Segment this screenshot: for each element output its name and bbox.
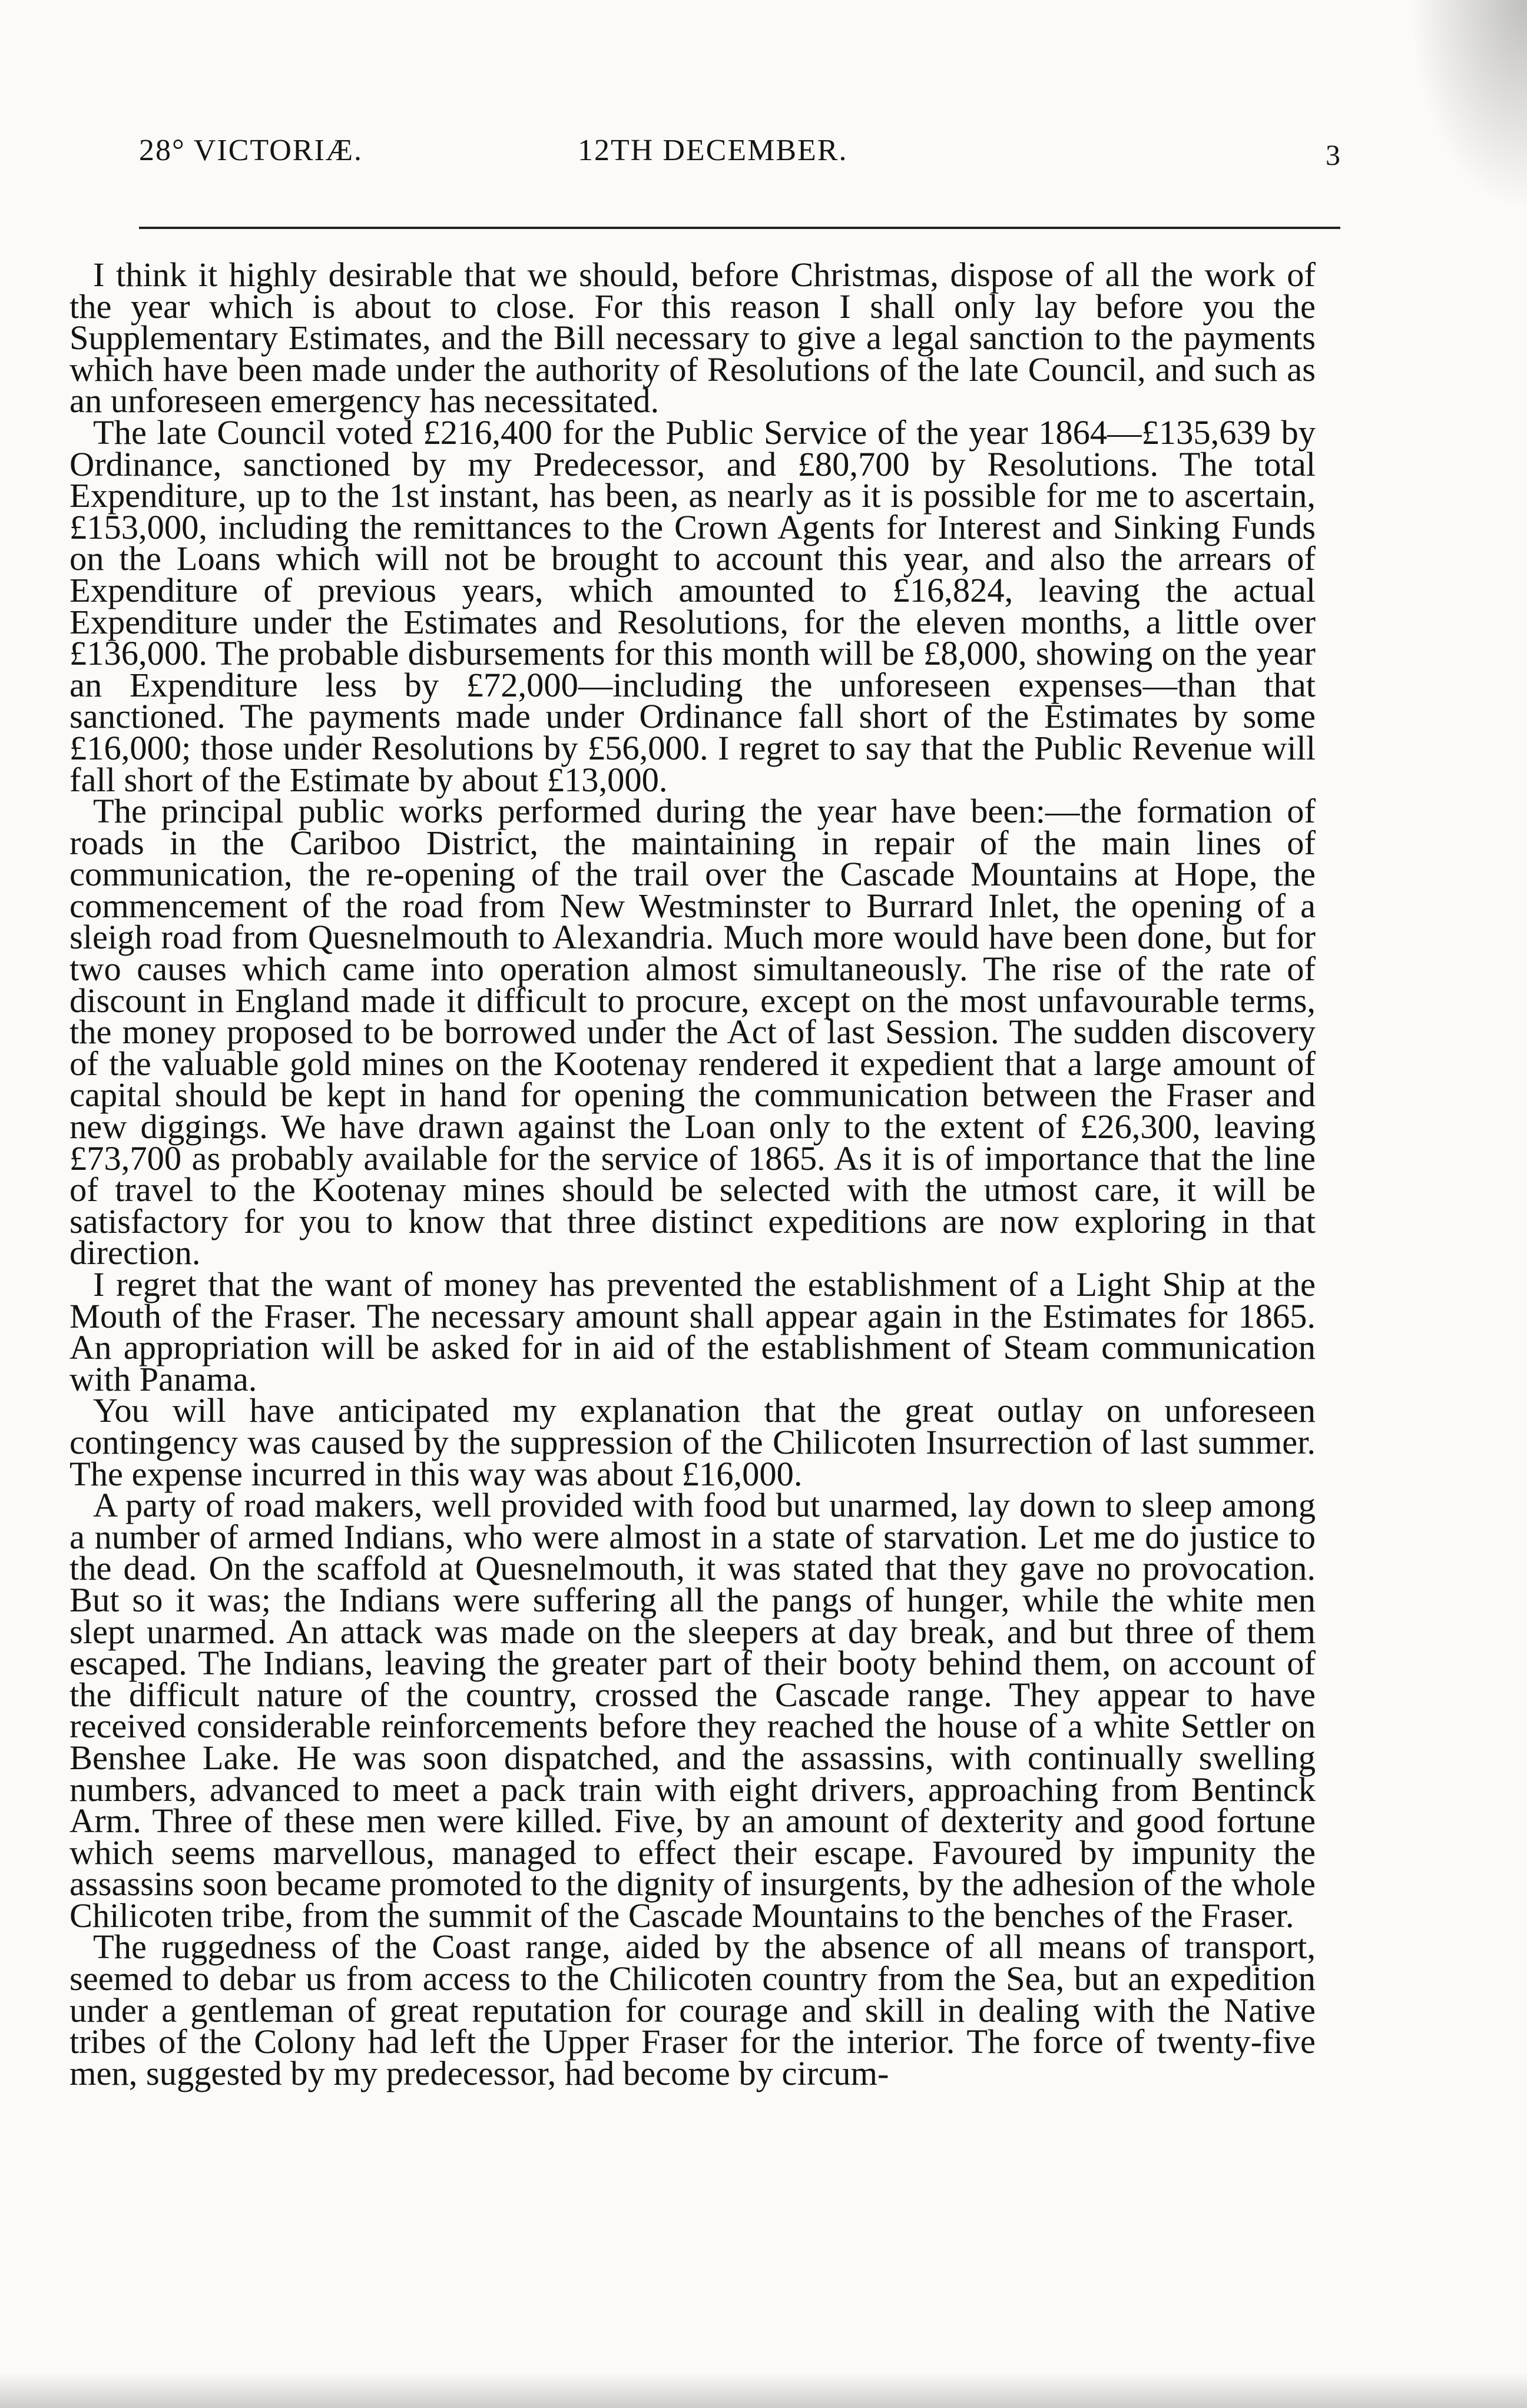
scan-noise-bottom	[0, 2373, 1527, 2408]
header-rule	[139, 227, 1340, 229]
paragraph-2: The late Council voted £216,400 for the Public Service of the year 1864—£135,639 by Ordinance, sanctioned by my Predecessor, and £80,700 by Resolutions. The total Expenditure, up to the 1st instant, has been, as nearly as it is possible for me to ascertain, £153,000, including the remittances to the Crown Agents for Interest and Sinking Funds on the Loans which will not be brought to account this year, and also the arrears of Expenditure of previous years, which amounted to £16,824, leaving the actual Expenditure under the Estimates and Resolutions, for the eleven months, a little over £136,000. The probable disbursements for this month will be £8,000, showing on the year an Expenditure less by £72,000—including the unforeseen expenses—than that sanctioned. The payments made under Ordinance fall short of the Estimates by some £16,000; those under Resolutions by £56,000. I regret to say that the Public Revenue will fall short of the Estimate by about £13,000.	[69, 413, 1316, 799]
paragraph-4: I regret that the want of money has prevented the establishment of a Light Ship at the Mouth of the Fraser. The necessary amount shall appear again in the Estimates for 1865. An appropriation will be asked for in aid of the establishment of Steam communication with Panama.	[69, 1265, 1316, 1398]
paragraph-1: I think it highly desirable that we should, before Christmas, dispose of all the work of the year which is about to close. For this reason I shall only lay before you the Supplementary Estimates, and the Bill necessary to give a legal sanction to the payments which have been made under the authority of Resolutions of the late Council, and such as an unforeseen emergency has necessitated.	[69, 256, 1316, 420]
header-title: 28° VICTORIÆ.	[139, 134, 363, 167]
page-header	[139, 133, 1340, 180]
header-date: 12TH DECEMBER.	[578, 134, 848, 167]
body-text	[69, 256, 1316, 2092]
paragraph-3: The principal public works performed during the year have been:—the formation of roads in the Cariboo District, the maintaining in repair of the main lines of communication, the re-opening of the trail over the Cascade Mountains at Hope, the commencement of the road from New Westminster to Burrard Inlet, the opening of a sleigh road from Quesnelmouth to Alexandria. Much more would have been done, but for two causes which came into operation almost simultaneously. The rise of the rate of discount in England made it difficult to procure, except on the most unfavourable terms, the money proposed to be borrowed under the Act of last Session. The sudden discovery of the valuable gold mines on the Kootenay rendered it expedient that a large amount of capital should be kept in hand for opening the communication between the Fraser and new diggings. We have drawn against the Loan only to the extent of £26,300, leaving £73,700 as probably available for the service of 1865. As it is of importance that the line of travel to the Kootenay mines should be selected with the utmost care, it will be satisfactory for you to know that three distinct expeditions are now exploring in that direction.	[69, 792, 1316, 1272]
paragraph-7: The ruggedness of the Coast range, aided by the absence of all means of transport, seemed to debar us from access to the Chilicoten country from the Sea, but an expedition under a gentleman of great reputation for courage and skill in dealing with the Native tribes of the Colony had left the Upper Fraser for the interior. The force of twenty-five men, suggested by my predecessor, had become by circum-	[69, 1928, 1316, 2092]
paragraph-6: A party of road makers, well provided with food but unarmed, lay down to sleep among a number of armed Indians, who were almost in a state of starvation. Let me do justice to the dead. On the scaffold at Quesnelmouth, it was stated that they gave no provocation. But so it was; the Indians were suffering all the pangs of hunger, while the white men slept unarmed. An attack was made on the sleepers at day break, and but three of them escaped. The Indians, leaving the greater part of their booty behind them, on account of the difficult nature of the country, crossed the Cascade range. They appear to have received considerable reinforcements before they reached the house of a white Settler on Benshee Lake. He was soon dispatched, and the assassins, with continually swelling numbers, advanced to meet a pack train with eight drivers, approaching from Bentinck Arm. Three of these men were killed. Five, by an amount of dexterity and good fortune which seems marvellous, managed to effect their escape. Favoured by impunity the assassins soon became promoted to the dignity of insurgents, by the adhesion of the whole Chilicoten tribe, from the summit of the Cascade Mountains to the benches of the Fraser.	[69, 1486, 1316, 1935]
page-number: 3	[1326, 138, 1340, 171]
scan-noise-corner	[1409, 0, 1527, 212]
paragraph-5: You will have anticipated my explanation that the great outlay on unforeseen contingency was caused by the suppression of the Chilicoten Insurrection of last summer. The expense incurred in this way was about £16,000.	[69, 1391, 1316, 1493]
